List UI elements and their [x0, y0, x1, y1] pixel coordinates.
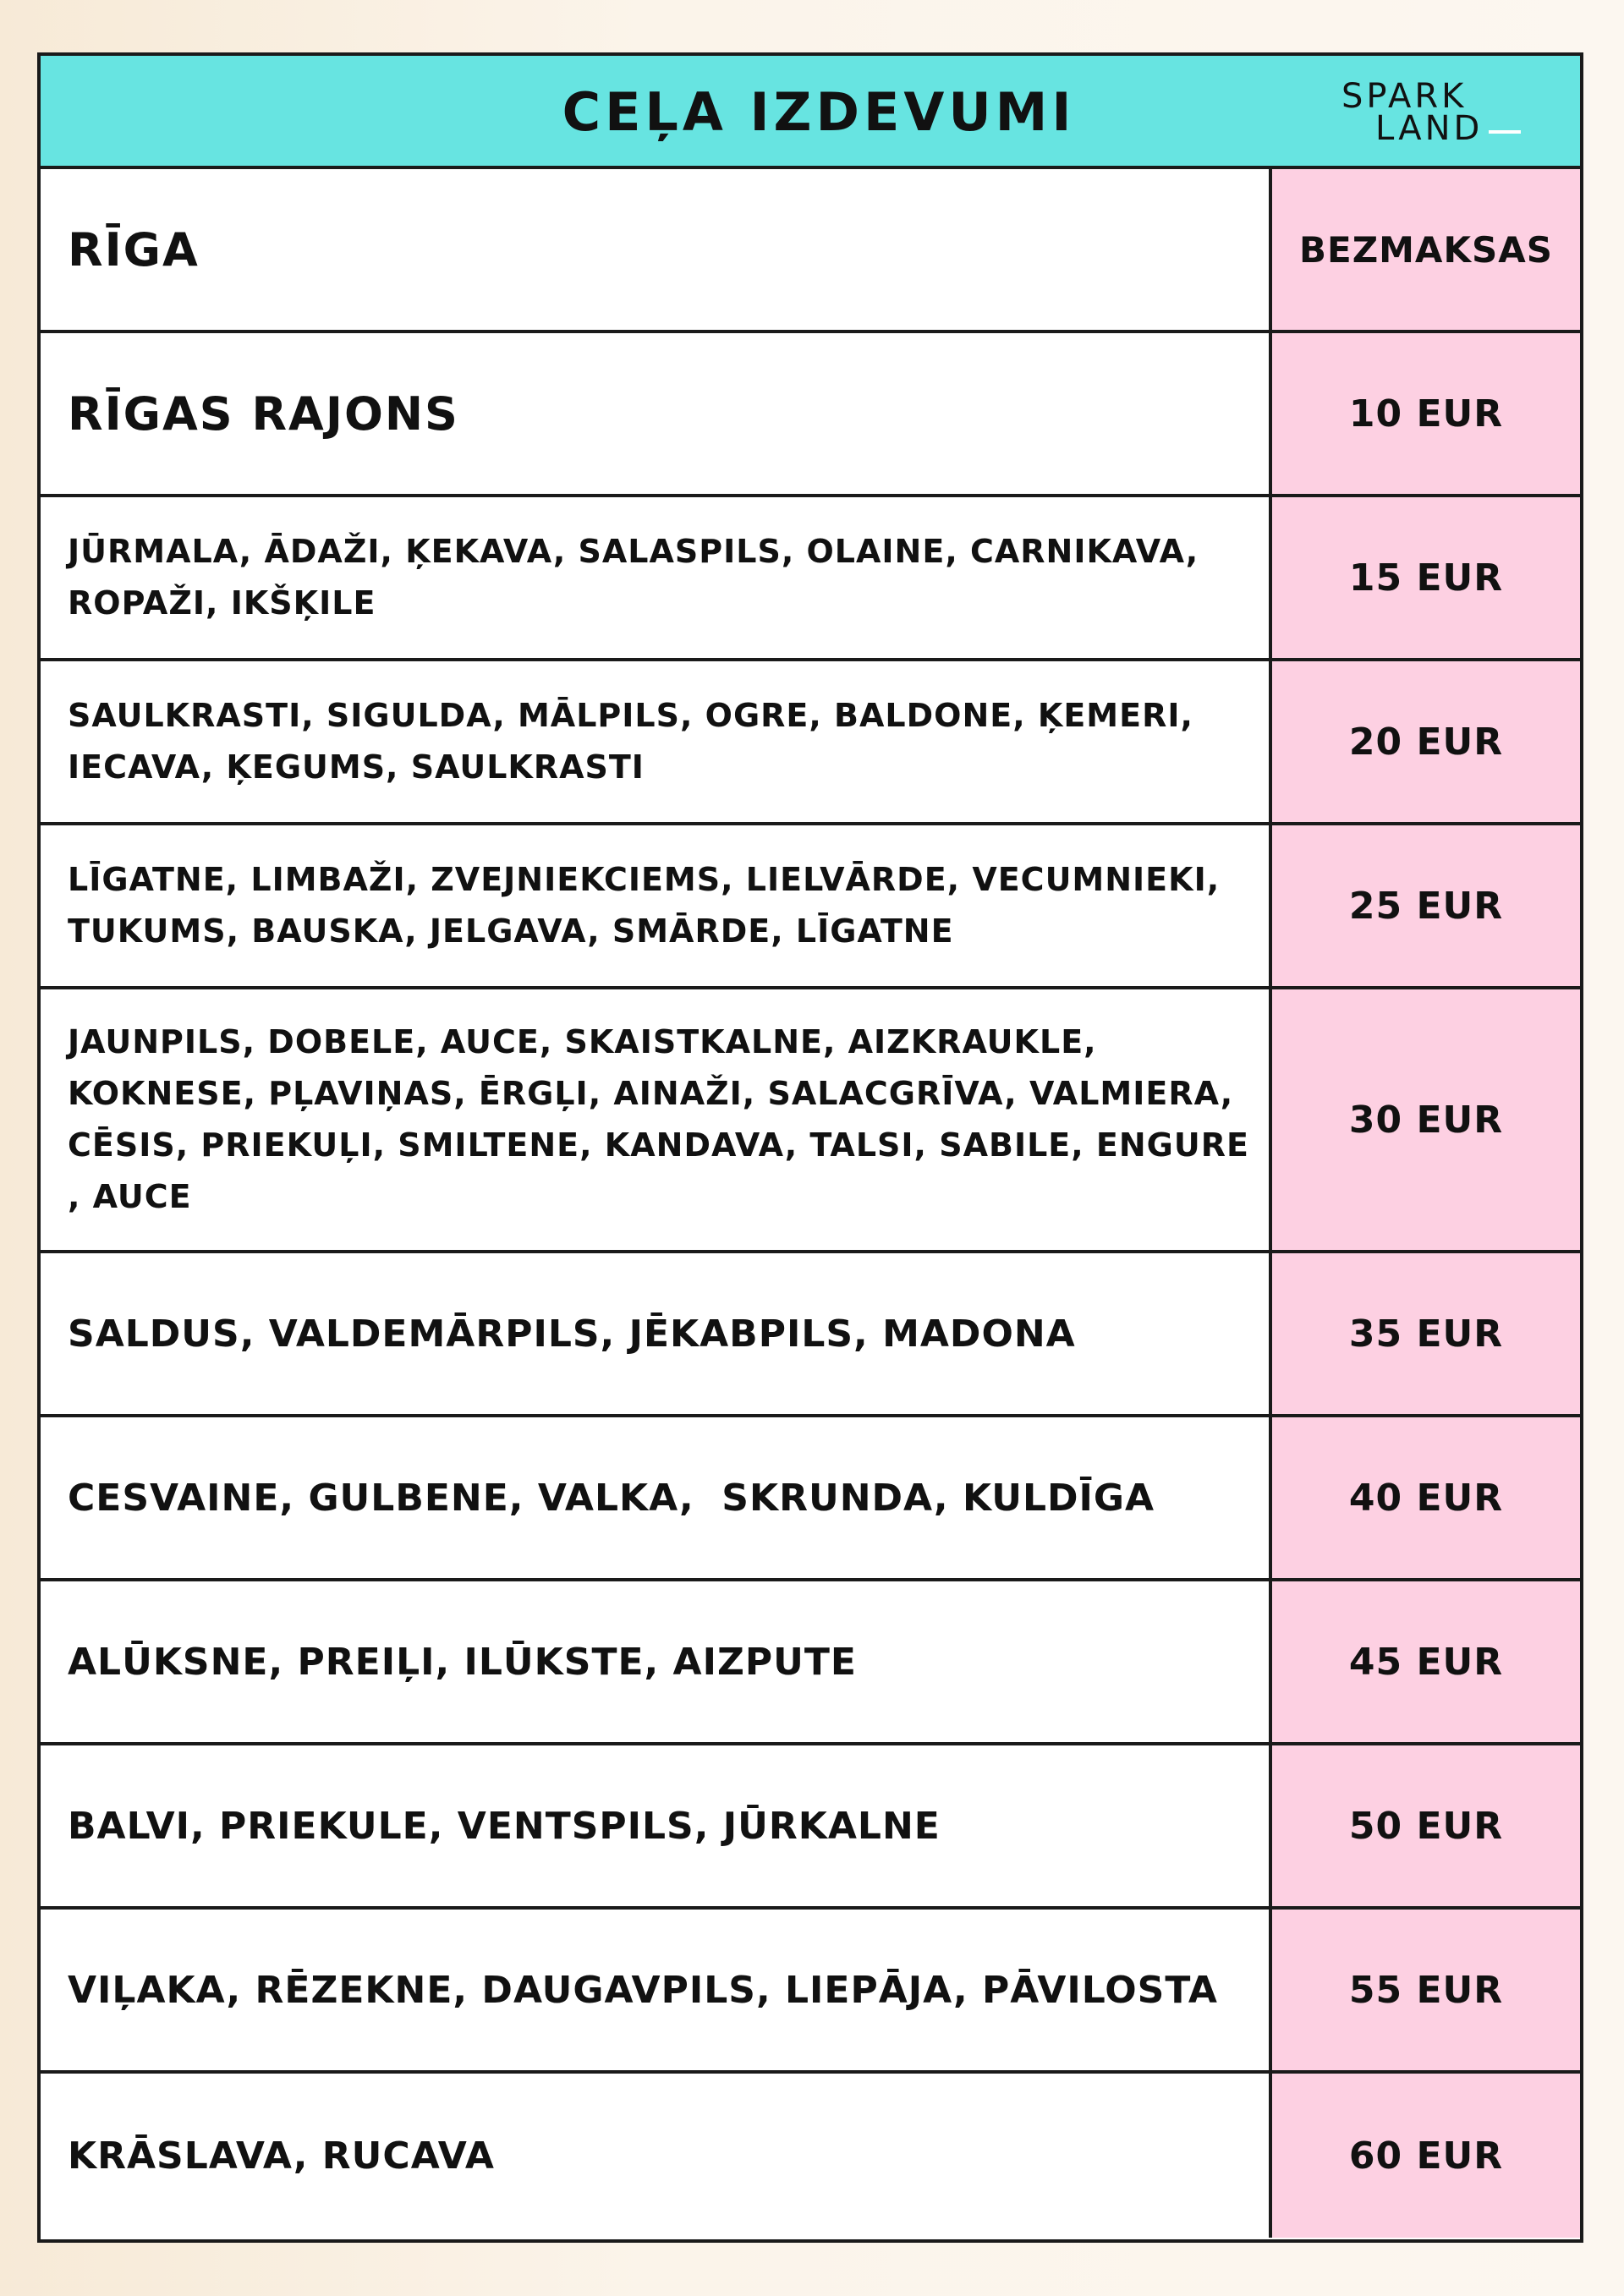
- locations-cell: JŪRMALA, ĀDAŽI, ĶEKAVA, SALASPILS, OLAINE, CARNIKAVA, ROPAŽI, IKŠĶILE: [41, 497, 1272, 658]
- locations-cell: JAUNPILS, DOBELE, AUCE, SKAISTKALNE, AIZKRAUKLE, KOKNESE, PĻAVIŅAS, ĒRGĻI, AINAŽI, SALACGRĪVA, VALMIERA, CĒSIS, PRIEKUĻI, SMILTENE, KANDAVA, TALSI, SABILE, ENGURE , AUCE: [41, 989, 1272, 1250]
- table-row: [41, 1581, 1580, 1745]
- locations-cell: SALDUS, VALDEMĀRPILS, JĒKABPILS, MADONA: [41, 1253, 1272, 1414]
- table-row: [41, 169, 1580, 333]
- logo-line-2: LAND: [1375, 109, 1484, 148]
- table-row: [41, 333, 1580, 497]
- price-cell: 20 EUR: [1272, 661, 1580, 822]
- locations-cell: CESVAINE, GULBENE, VALKA, SKRUNDA, KULDĪGA: [41, 1417, 1272, 1578]
- table-row: [41, 989, 1580, 1253]
- price-cell: 45 EUR: [1272, 1581, 1580, 1742]
- locations-cell: VIĻAKA, RĒZEKNE, DAUGAVPILS, LIEPĀJA, PĀVILOSTA: [41, 1910, 1272, 2070]
- table-row: [41, 1417, 1580, 1581]
- table-row: [41, 825, 1580, 989]
- price-cell: 15 EUR: [1272, 497, 1580, 658]
- locations-cell: SAULKRASTI, SIGULDA, MĀLPILS, OGRE, BALDONE, ĶEMERI, IECAVA, ĶEGUMS, SAULKRASTI: [41, 661, 1272, 822]
- price-cell: 55 EUR: [1272, 1910, 1580, 2070]
- logo-line-1: SPARK: [1341, 77, 1468, 116]
- table-row: [41, 1253, 1580, 1417]
- logo-dash: [1489, 130, 1521, 134]
- table-row: [41, 1910, 1580, 2074]
- page-title-text: CEĻA IZDEVUMI: [562, 81, 1076, 143]
- price-cell: 35 EUR: [1272, 1253, 1580, 1414]
- table-row: [41, 497, 1580, 661]
- price-cell: 40 EUR: [1272, 1417, 1580, 1578]
- table-row: [41, 1745, 1580, 1910]
- price-cell: 30 EUR: [1272, 989, 1580, 1250]
- spark-land-logo: [1323, 79, 1517, 151]
- price-cell: 60 EUR: [1272, 2074, 1580, 2238]
- locations-cell: LĪGATNE, LIMBAŽI, ZVEJNIEKCIEMS, LIELVĀRDE, VECUMNIEKI, TUKUMS, BAUSKA, JELGAVA, SMĀRDE, LĪGATNE: [41, 825, 1272, 986]
- header-bar: [41, 56, 1580, 169]
- price-sheet: [37, 52, 1583, 2243]
- locations-cell: ALŪKSNE, PREIĻI, ILŪKSTE, AIZPUTE: [41, 1581, 1272, 1742]
- price-cell: BEZMAKSAS: [1272, 169, 1580, 330]
- locations-cell: RĪGA: [41, 169, 1272, 330]
- locations-cell: KRĀSLAVA, RUCAVA: [41, 2074, 1272, 2238]
- locations-cell: RĪGAS RAJONS: [41, 333, 1272, 494]
- table-row: [41, 2074, 1580, 2238]
- price-table: [41, 169, 1580, 2238]
- table-row: [41, 661, 1580, 825]
- price-cell: 50 EUR: [1272, 1745, 1580, 1906]
- locations-cell: BALVI, PRIEKULE, VENTSPILS, JŪRKALNE: [41, 1745, 1272, 1906]
- price-cell: 25 EUR: [1272, 825, 1580, 986]
- price-cell: 10 EUR: [1272, 333, 1580, 494]
